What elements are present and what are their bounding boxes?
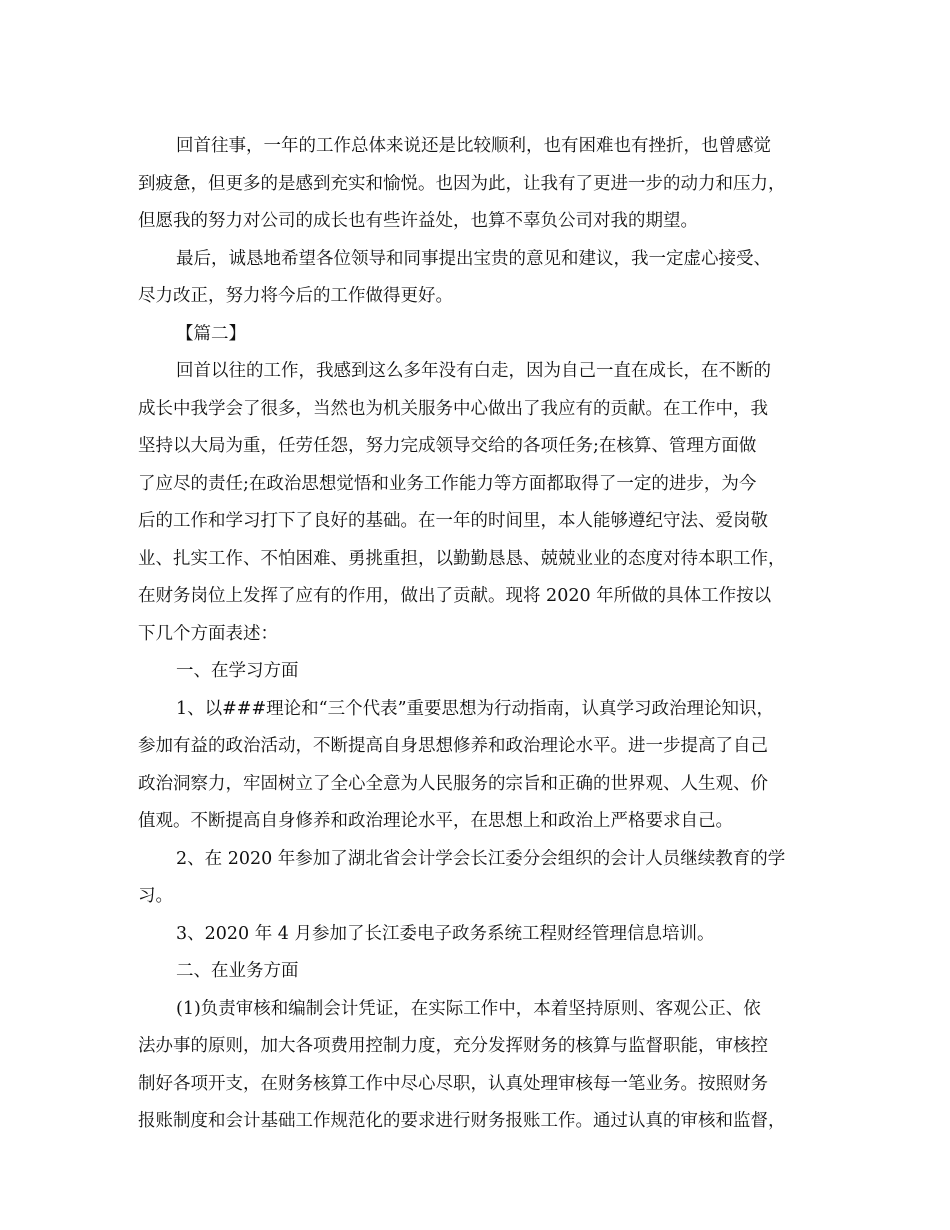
text-line: 最后，诚恳地希望各位领导和同事提出宝贵的意见和建议，我一定虚心接受、 <box>176 248 771 269</box>
text-line: 参加有益的政治活动，不断提高自身思想修养和政治理论水平。进一步提高了自己 <box>138 736 768 756</box>
text-line: 在财务岗位上发挥了应有的作用，做出了贡献。现将 2020 年所做的具体工作按以 <box>138 586 772 606</box>
text-line: 3、2020 年 4 月参加了长江委电子政务系统工程财经管理信息培训。 <box>176 923 715 944</box>
text-line: 尽力改正，努力将今后的工作做得更好。 <box>138 286 453 306</box>
text-line: 成长中我学会了很多，当然也为机关服务中心做出了我应有的贡献。在工作中，我 <box>138 398 768 419</box>
subsection-heading: 一、在学习方面 <box>176 661 299 681</box>
document-body <box>138 128 828 1141</box>
text-line: 2、在 2020 年参加了湖北省会计学会长江委分会组织的会计人员继续教育的学 <box>176 848 786 869</box>
text-line: 到疲惫，但更多的是感到充实和愉悦。也因为此，让我有了更进一步的动力和压力， <box>138 173 786 194</box>
text-line: 了应尽的责任;在政治思想觉悟和业务工作能力等方面都取得了一定的进步，为今 <box>138 473 757 494</box>
text-line: 业、扎实工作、不怕困难、勇挑重担，以勤勤恳恳、兢兢业业的态度对待本职工作， <box>138 548 786 569</box>
text-line: 习。 <box>138 886 173 906</box>
text-line: 1、以###理论和“三个代表”重要思想为行动指南，认真学习政治理论知识， <box>176 698 775 719</box>
text-line: 回首往事，一年的工作总体来说还是比较顺利，也有困难也有挫折，也曾感觉 <box>176 136 771 156</box>
text-line: 回首以往的工作，我感到这么多年没有白走，因为自己一直在成长，在不断的 <box>176 361 771 381</box>
section-heading: 【篇二】 <box>176 323 246 344</box>
text-line: 后的工作和学习打下了良好的基础。在一年的时间里，本人能够遵纪守法、爱岗敬 <box>138 511 768 531</box>
text-line: 报账制度和会计基础工作规范化的要求进行财务报账工作。通过认真的审核和监督， <box>138 1111 786 1131</box>
text-line: 值观。不断提高自身修养和政治理论水平，在思想上和政治上严格要求自己。 <box>138 811 733 831</box>
text-line: (1)负责审核和编制会计凭证，在实际工作中，本着坚持原则、客观公正、依 <box>176 998 761 1019</box>
text-line: 坚持以大局为重，任劳任怨，努力完成领导交给的各项任务;在核算、管理方面做 <box>138 436 757 456</box>
text-line: 法办事的原则，加大各项费用控制力度，充分发挥财务的核算与监督职能，审核控 <box>138 1036 768 1056</box>
text-line: 政治洞察力，牢固树立了全心全意为人民服务的宗旨和正确的世界观、人生观、价 <box>138 773 768 794</box>
text-line: 下几个方面表述： <box>138 623 278 644</box>
text-line: 制好各项开支，在财务核算工作中尽心尽职，认真处理审核每一笔业务。按照财务 <box>138 1073 768 1094</box>
subsection-heading: 二、在业务方面 <box>176 961 299 981</box>
text-line: 但愿我的努力对公司的成长也有些许益处，也算不辜负公司对我的期望。 <box>138 211 698 231</box>
